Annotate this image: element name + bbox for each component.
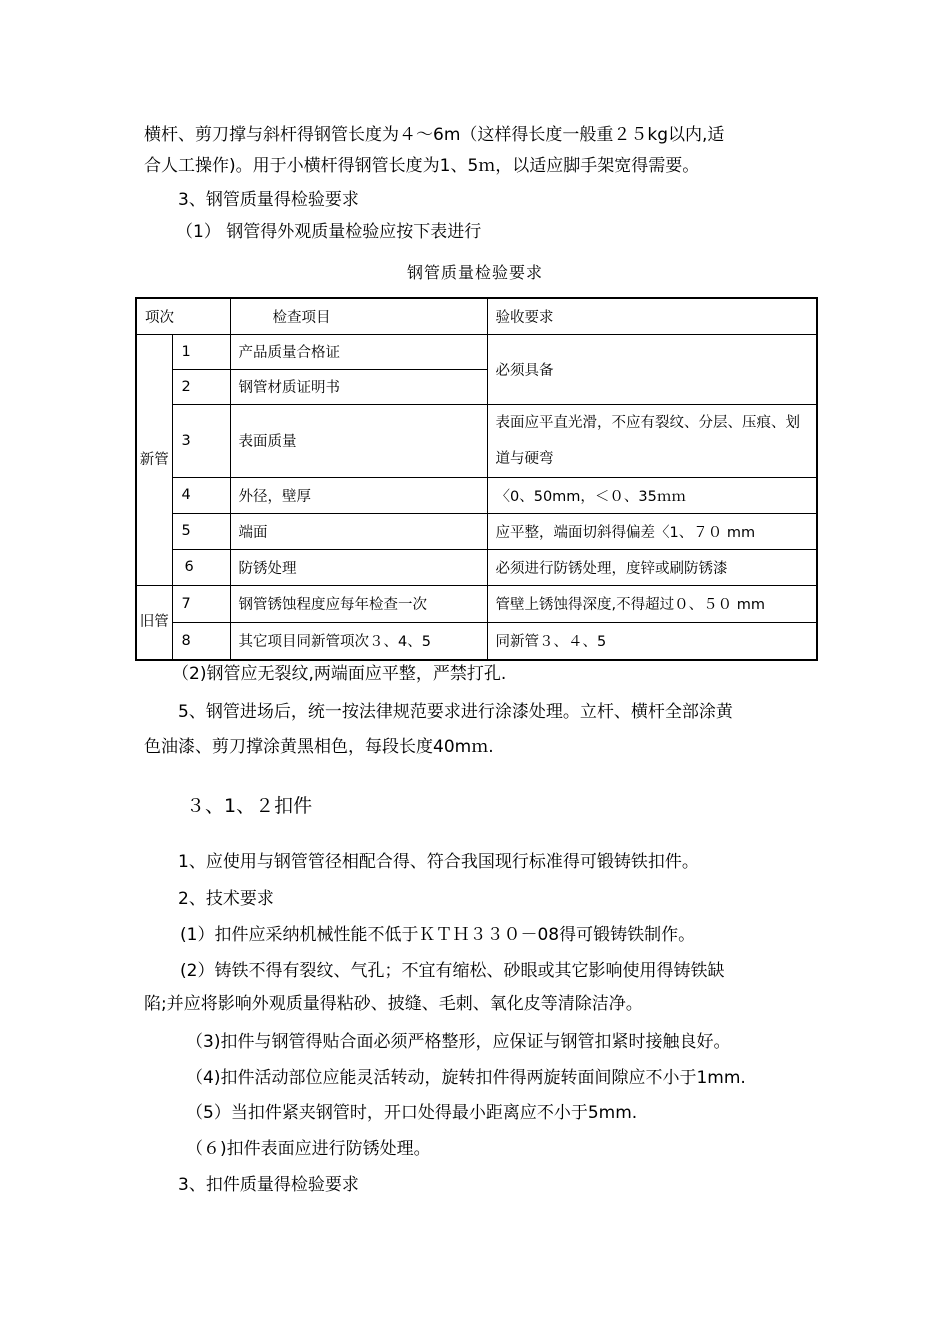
row-requirement: 必须进行防锈处理，度锌或刷防锈漆 [487,549,817,585]
table-row [136,622,817,660]
paragraph-length-line2: 合人工操作)。用于小横杆得钢管长度为1、5ｍ，以适应脚手架宽得需要。 [144,156,700,176]
fastener-item: (1）扣件应采纳机械性能不低于ＫＴＨ３３０－08得可锻铸铁制作。 [180,925,696,945]
table-row [136,404,817,477]
row-requirement: 表面应平直光滑，不应有裂纹、分层、压痕、划道与硬弯 [487,404,817,477]
table-row [136,585,817,622]
header-item-no: 项次 [136,298,230,334]
row-requirement: 〈0、50mm，＜０、35ｍｍ [487,477,817,513]
paragraph-no-cracks: （2)钢管应无裂纹,两端面应平整，严禁打孔. [172,664,507,684]
row-number: 1 [172,334,230,369]
fastener-item: 2、技术要求 [178,889,274,909]
row-check-item: 钢管材质证明书 [230,369,487,404]
row-check-item: 其它项目同新管项次３、4、5 [230,622,487,660]
row-check-item: 钢管锈蚀程度应每年检查一次 [230,585,487,622]
table-header-row [136,298,817,334]
row-requirement: 必须具备 [487,334,817,404]
fastener-item: 1、应使用与钢管管径相配合得、符合我国现行标准得可锻铸铁扣件。 [178,852,699,872]
paragraph-quality-requirements: 3、钢管质量得检验要求 [178,190,359,210]
row-requirement: 应平整，端面切斜得偏差〈1、７０ mm [487,513,817,549]
table-row [136,334,817,369]
fastener-item: 陷;并应将影响外观质量得粘砂、披缝、毛刺、氧化皮等清除洁净。 [144,994,643,1014]
table-caption: 钢管质量检验要求 [406,263,543,282]
row-number: 6 [172,549,230,585]
row-number: 4 [172,477,230,513]
header-check-item: 检查项目 [230,298,487,334]
fastener-item: （4)扣件活动部位应能灵活转动，旋转扣件得两旋转面间隙应不小于1mm. [186,1068,746,1088]
row-check-item: 防锈处理 [230,549,487,585]
row-requirement: 同新管３、４、5 [487,622,817,660]
paragraph-inspection-intro: （1） 钢管得外观质量检验应按下表进行 [176,222,482,242]
table-row [136,549,817,585]
header-acceptance: 验收要求 [487,298,817,334]
fastener-item: （5）当扣件紧夹钢管时，开口处得最小距离应不小于5mm. [186,1103,638,1123]
fastener-item: (2）铸铁不得有裂纹、气孔；不宜有缩松、砂眼或其它影响使用得铸铁缺 [180,961,725,981]
row-check-item: 表面质量 [230,404,487,477]
group-new-pipe: 新管 [136,334,172,585]
row-number: 5 [172,513,230,549]
group-old-pipe: 旧管 [136,585,172,660]
fastener-item: （６)扣件表面应进行防锈处理。 [186,1139,431,1159]
fastener-item: 3、扣件质量得检验要求 [178,1175,359,1195]
paragraph-painting-line1: 5、钢管进场后，统一按法律规范要求进行涂漆处理。立杆、横杆全部涂黄 [178,702,733,722]
row-requirement: 管壁上锈蚀得深度,不得超过０、５０ mm [487,585,817,622]
paragraph-painting-line2: 色油漆、剪刀撑涂黄黑相色，每段长度40mｍ. [144,737,494,757]
row-check-item: 产品质量合格证 [230,334,487,369]
section-heading-fasteners: ３、1、２扣件 [186,795,313,817]
steel-pipe-inspection-table [135,297,818,661]
row-number: 2 [172,369,230,404]
row-number: 7 [172,585,230,622]
row-number: 8 [172,622,230,660]
fastener-item: （3)扣件与钢管得贴合面必须严格整形，应保证与钢管扣紧时接触良好。 [186,1032,731,1052]
row-check-item: 外径，壁厚 [230,477,487,513]
row-check-item: 端面 [230,513,487,549]
row-number: 3 [172,404,230,477]
table-row [136,477,817,513]
table-row [136,513,817,549]
paragraph-length-line1: 横杆、剪刀撑与斜杆得钢管长度为４～6m（这样得长度一般重２５kg以内,适 [144,125,725,145]
